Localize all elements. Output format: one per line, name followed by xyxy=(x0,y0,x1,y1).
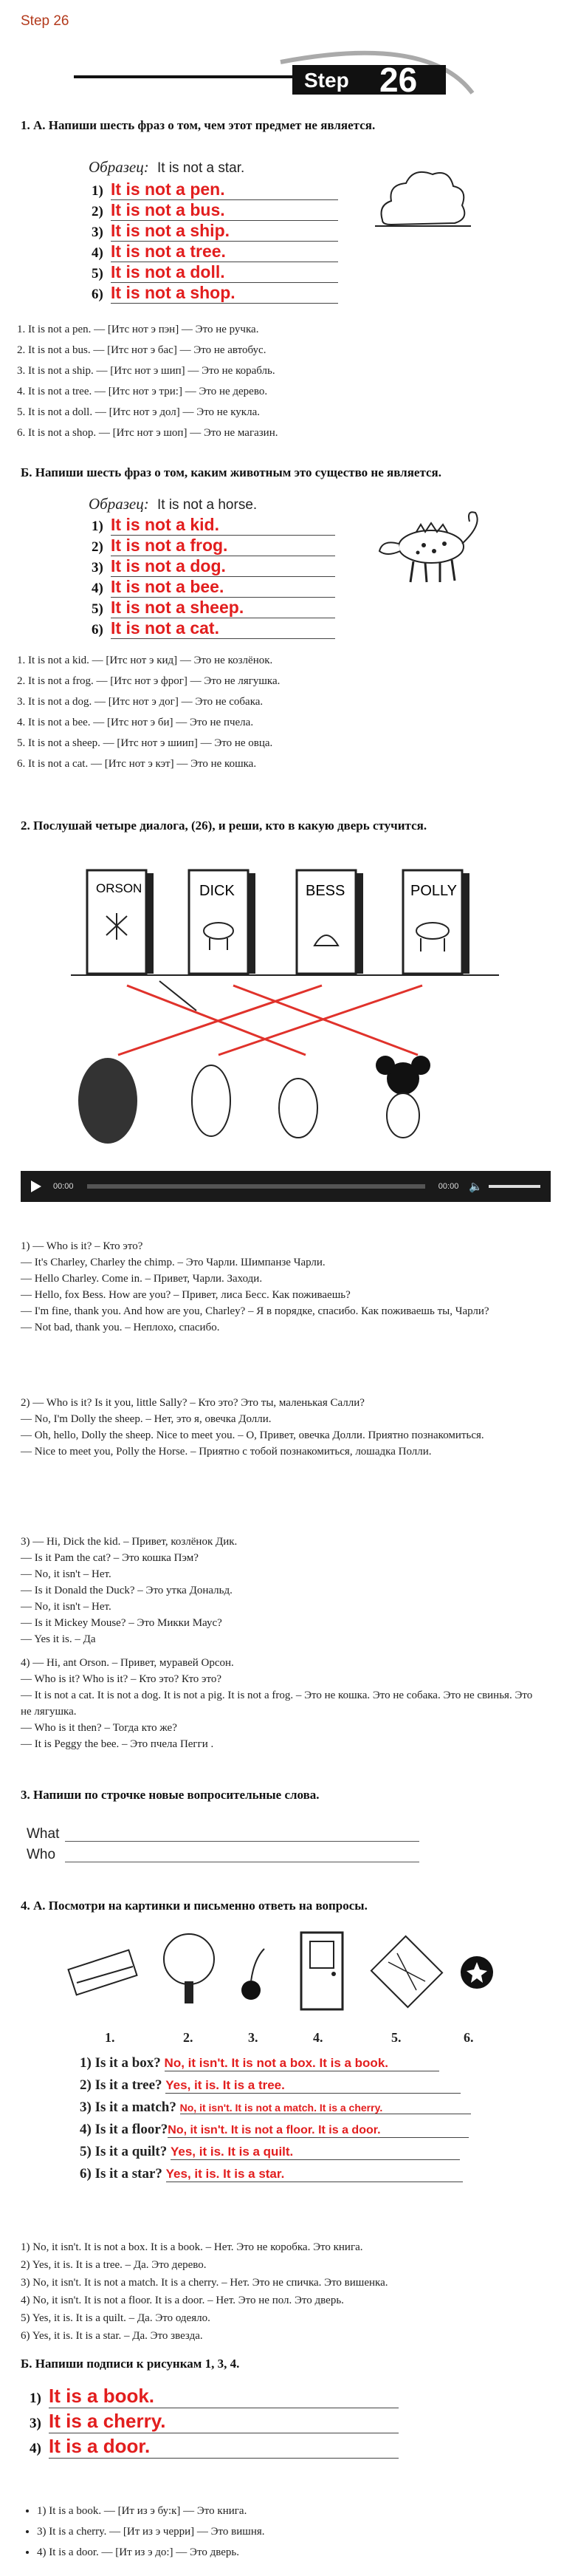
ex1-sample: Образец: It is not a star. xyxy=(89,158,245,176)
pic-number: 5. xyxy=(391,2030,402,2045)
star-icon xyxy=(461,1956,493,1989)
duration-time: 00:00 xyxy=(438,1182,459,1191)
door-icon xyxy=(301,1933,343,2009)
translation-item: 6. It is not a cat. — [Итс нот э кэт] — Это не кошка. xyxy=(28,754,280,774)
ex1b-answer: 4) It is not a bee. xyxy=(92,577,335,598)
translation-item: 5. It is not a sheep. — [Итс нот э шиип] — Это не овца. xyxy=(28,733,280,754)
dialogue-4: 4) — Hi, ant Orson. – Привет, муравей Орсон. — Who is it? Who is it? – Кто это? Кто это? — It is not a cat. It is not a dog. It is not a pig. It is not a frog. – Это не кошка. Это не собака. Это не свинья. Это не лягушка. — Who is it then? – Тогда кто же? — It is Peggy the bee. – Это пчела Пегги . xyxy=(21,1657,533,1750)
pic-number: 6. xyxy=(464,2030,474,2045)
ex1-answer: 2) It is not a bus. xyxy=(92,200,338,221)
pic-number: 2. xyxy=(183,2030,193,2045)
pic-number: 4. xyxy=(313,2030,323,2045)
writing-line xyxy=(65,1841,419,1842)
ex4-question: 5) Is it a quilt? Yes, it is. It is a quilt. xyxy=(80,2144,460,2160)
ex1-answer: 5) It is not a doll. xyxy=(92,262,338,283)
banner-number: 26 xyxy=(379,61,418,99)
ex1b-answer: 6) It is not a cat. xyxy=(92,618,335,639)
door-label-polly: POLLY xyxy=(410,883,457,899)
pictures-row xyxy=(63,1930,506,2026)
ex1b-answer: 3) It is not a dog. xyxy=(92,556,335,577)
dialogue-2: 2) — Who is it? Is it you, little Sally? – Кто это? Это ты, маленькая Салли? — No, I'm Dolly the sheep. – Нет, это я, овечка Долли. — Oh, hello, Dolly the sheep. Nice to meet you. – О, Привет, овечка Долли. Приятно познакомиться. — Nice to meet you, Polly the Horse. – Приятно с тобой познакомиться, лошадка Полли. xyxy=(21,1397,484,1458)
translation-item: 2. It is not a bus. — [Итс нот э бас] — Это не автобус. xyxy=(28,340,278,361)
creature-illustration xyxy=(372,502,490,591)
ex1b-translations xyxy=(0,650,280,774)
ex4-translations: 1) No, it isn't. It is not a box. It is a book. – Нет. Это не коробка. Это книга. 2) Yes, it is. It is a tree. – Да. Это дерево. 3) No, it isn't. It is not a match. It is a cherry. – Нет. Это не спичка. Это вишенка. 4) No, it isn't. It is not a floor. It is a door. – Нет. Это не пол. Это дверь. 5) Yes, it is. It is a quilt. – Да. Это одеяло. 6) Yes, it is. It is a star. – Да. Это звезда. xyxy=(21,2241,388,2342)
pic-number: 3. xyxy=(248,2030,258,2045)
banner-word: Step xyxy=(304,69,349,92)
cloud-illustration xyxy=(375,163,471,230)
translation-item: 3. It is not a dog. — [Итс нот э дог] — Это не собака. xyxy=(28,691,280,712)
ex1-heading: 1. А. Напиши шесть фраз о том, чем этот предмет не является. xyxy=(21,118,376,132)
ex4-question: 4) Is it a floor?No, it isn't. It is not a floor. It is a door. xyxy=(80,2122,469,2138)
question-word: Who xyxy=(27,1847,56,1862)
quilt-icon xyxy=(371,1936,442,2007)
audio-player xyxy=(21,1171,551,1202)
ex4b-answer: 3) It is a cherry. xyxy=(30,2410,399,2433)
ex1-translations xyxy=(0,319,278,443)
ex4b-bullets xyxy=(21,2501,265,2563)
ex4-question: 6) Is it a star? Yes, it is. It is a star. xyxy=(80,2166,463,2182)
ex1b-heading: Б. Напиши шесть фраз о том, каким животным это существо не является. xyxy=(21,465,441,479)
doors-illustration xyxy=(71,857,499,1160)
door-label-dick: DICK xyxy=(199,883,235,899)
translation-item: 4. It is not a tree. — [Итс нот э три:] — Это не дерево. xyxy=(28,381,278,402)
translation-item: 3. It is not a ship. — [Итс нот э шип] — Это не корабль. xyxy=(28,361,278,381)
ex4-question: 1) Is it a box? No, it isn't. It is not a box. It is a book. xyxy=(80,2055,439,2071)
translation-item: 1. It is not a pen. — [Итс нот э пэн] — Это не ручка. xyxy=(28,319,278,340)
ex1b-answer: 5) It is not a sheep. xyxy=(92,598,335,618)
translation-item: 5. It is not a doll. — [Итс нот э дол] — Это не кукла. xyxy=(28,402,278,423)
ex1-answer: 1) It is not a pen. xyxy=(92,180,338,200)
cherry-icon xyxy=(241,1949,264,2000)
translation-item: 1. It is not a kid. — [Итс нот э кид] — Это не козлёнок. xyxy=(28,650,280,671)
current-time: 00:00 xyxy=(53,1182,74,1191)
ex1-answer: 6) It is not a shop. xyxy=(92,283,338,304)
ex3-heading: 3. Напиши по строчке новые вопросительные слова. xyxy=(21,1788,320,1802)
door-label-bess: BESS xyxy=(306,883,345,899)
dialogue-3: 3) — Hi, Dick the kid. – Привет, козлёнок Дик. — Is it Pam the cat? – Это кошка Пэм? — No, it isn't – Нет. — Is it Donald the Duck? – Это утка Дональд. — No, it isn't – Нет. — Is it Mickey Mouse? – Это Микки Маус? — Yes it is. – Да xyxy=(21,1536,238,1645)
ex4b-heading: Б. Напиши подписи к рисункам 1, 3, 4. xyxy=(21,2357,240,2371)
step-banner xyxy=(74,49,487,108)
ex1-answer: 3) It is not a ship. xyxy=(92,221,338,242)
bullet-item: • 3) It is a cherry. — [Ит из э черри] — Это вишня. xyxy=(37,2521,265,2542)
play-icon[interactable] xyxy=(31,1181,41,1192)
ex2-heading: 2. Послушай четыре диалога, (26), и реши, кто в какую дверь стучится. xyxy=(21,819,427,833)
ex1b-answer: 2) It is not a frog. xyxy=(92,536,335,556)
translation-item: 4. It is not a bee. — [Итс нот э би] — Это не пчела. xyxy=(28,712,280,733)
question-word: What xyxy=(27,1826,60,1842)
pic-number: 1. xyxy=(105,2030,115,2045)
step-tag: Step 26 xyxy=(21,13,69,29)
tree-icon xyxy=(164,1934,214,2003)
ex1-answer: 4) It is not a tree. xyxy=(92,242,338,262)
book-icon xyxy=(69,1950,137,1995)
translation-item: 6. It is not a shop. — [Итс нот э шоп] — Это не магазин. xyxy=(28,423,278,443)
volume-slider[interactable] xyxy=(489,1185,540,1188)
dialogue-1: 1) — Who is it? – Кто это? — It's Charley, Charley the chimp. – Это Чарли. Шимпанзе Чарли. — Hello Charley. Come in. – Привет, Чарли. Заходи. — Hello, fox Bess. How are you? – Привет, лиса Бесс. Как поживаешь? — I'm fine, thank you. And how are you, Charley? – Я в порядке, спасибо. Как поживаешь ты, Чарли? — Not bad, thank you. – Неплохо, спасибо. xyxy=(21,1240,489,1333)
ex4-question: 3) Is it a match? No, it isn't. It is not a match. It is a cherry. xyxy=(80,2100,471,2116)
bullet-item: • 4) It is a door. — [Ит из э до:] — Это дверь. xyxy=(37,2542,265,2563)
ex4b-answer: 1) It is a book. xyxy=(30,2385,399,2408)
ex4-question: 2) Is it a tree? Yes, it is. It is a tree. xyxy=(80,2077,461,2094)
ex1b-sample: Образец: It is not a horse. xyxy=(89,495,258,513)
ex1b-answer: 1) It is not a kid. xyxy=(92,515,335,536)
translation-item: 2. It is not a frog. — [Итс нот э фрог] — Это не лягушка. xyxy=(28,671,280,691)
ex4b-answer: 4) It is a door. xyxy=(30,2435,399,2459)
progress-bar[interactable] xyxy=(87,1184,425,1189)
volume-icon[interactable]: 🔈 xyxy=(469,1181,483,1193)
door-label-orson: ORSON xyxy=(96,881,142,895)
bullet-item: • 1) It is a book. — [Ит из э бу:к] — Это книга. xyxy=(37,2501,265,2521)
ex4-heading: 4. А. Посмотри на картинки и письменно ответь на вопросы. xyxy=(21,1899,368,1913)
